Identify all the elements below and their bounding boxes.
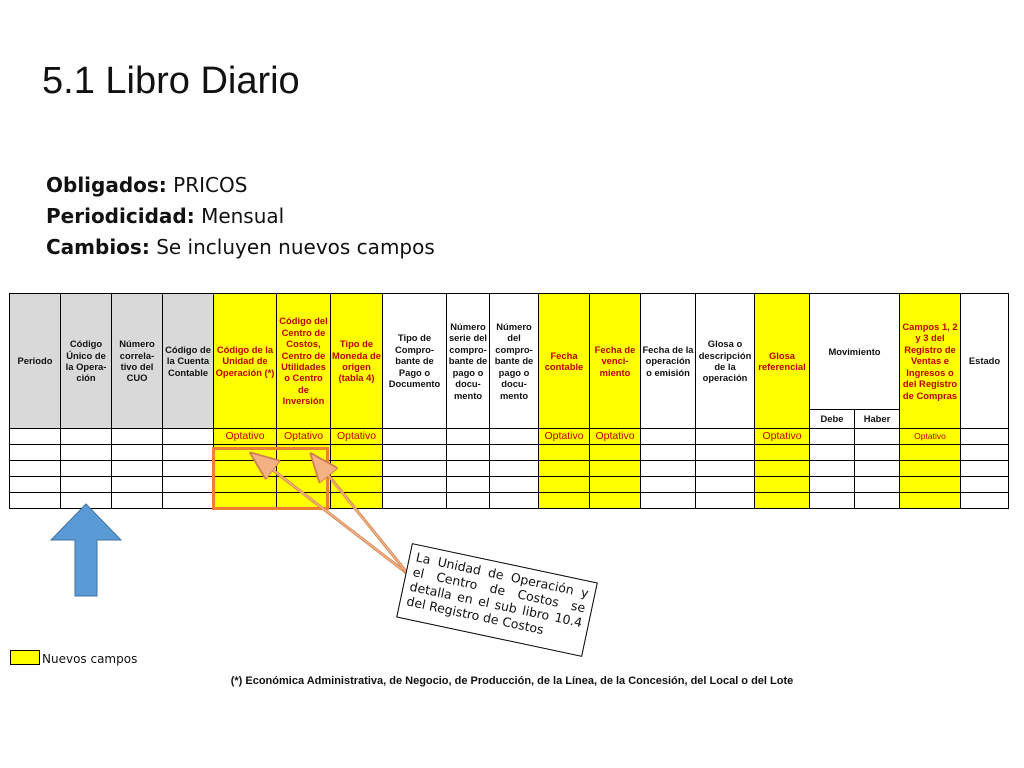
col-tipo-moneda: Tipo de Moneda de origen (tabla 4): [331, 294, 383, 429]
legend-label: Nuevos campos: [42, 652, 138, 666]
col-centro-costos: Código del Centro de Costos, Centro de Utilidades o Centro de Inversión: [277, 294, 331, 429]
col-debe: Debe: [810, 410, 855, 429]
col-serie-comprobante: Número serie del compro-bante de pago o docu-mento: [447, 294, 490, 429]
periodicidad-value: Mensual: [201, 204, 285, 228]
col-fecha-vencimiento: Fecha de venci-miento: [590, 294, 641, 429]
callout-arrow-2-inner: [315, 459, 408, 574]
col-glosa-referencial: Glosa referencial: [755, 294, 810, 429]
callout-note: La Unidad de Operación y el Centro de Costos se detalla en el sub libro 10.4 del Registro de Costos: [396, 543, 598, 657]
col-fecha-contable: Fecha contable: [539, 294, 590, 429]
col-tipo-comprobante: Tipo de Compro-bante de Pago o Documento: [383, 294, 447, 429]
col-unidad-operacion: Código de la Unidad de Operación (*): [214, 294, 277, 429]
col-movimiento: Movimiento: [810, 294, 900, 410]
optativo-cell: Optativo: [900, 429, 961, 445]
optativo-cell: Optativo: [331, 429, 383, 445]
col-estado: Estado: [961, 294, 1009, 429]
callout-arrow-1-inner: [256, 457, 408, 574]
periodicidad-label: Periodicidad:: [46, 204, 195, 228]
optativo-cell: Optativo: [590, 429, 641, 445]
obligados-label: Obligados:: [46, 173, 167, 197]
cambios-label: Cambios:: [46, 235, 150, 259]
col-periodo: Periodo: [10, 294, 61, 429]
col-cuo: Código Único de la Opera-ción: [61, 294, 112, 429]
col-glosa: Glosa o descripción de la operación: [696, 294, 755, 429]
optativo-cell: Optativo: [755, 429, 810, 445]
legend-swatch: [10, 650, 40, 665]
col-numero-comprobante: Número del compro-bante de pago o docu-mento: [490, 294, 539, 429]
cambios-value: Se incluyen nuevos campos: [156, 235, 435, 259]
col-cuenta-contable: Código de la Cuenta Contable: [163, 294, 214, 429]
footnote: (*) Económica Administrativa, de Negocio, de Producción, de la Línea, de la Concesión, del Local o del Lote: [230, 675, 794, 687]
obligados-value: PRICOS: [173, 173, 248, 197]
col-fecha-operacion: Fecha de la operación o emisión: [641, 294, 696, 429]
up-arrow-icon: [51, 504, 121, 596]
col-correlativo: Número correla-tivo del CUO: [112, 294, 163, 429]
col-haber: Haber: [855, 410, 900, 429]
page-title: 5.1 Libro Diario: [42, 60, 300, 102]
optativo-cell: Optativo: [277, 429, 331, 445]
optativo-cell: Optativo: [214, 429, 277, 445]
optativo-cell: Optativo: [539, 429, 590, 445]
col-campos-registro: Campos 1, 2 y 3 del Registro de Ventas e Ingresos o del Registro de Compras: [900, 294, 961, 429]
